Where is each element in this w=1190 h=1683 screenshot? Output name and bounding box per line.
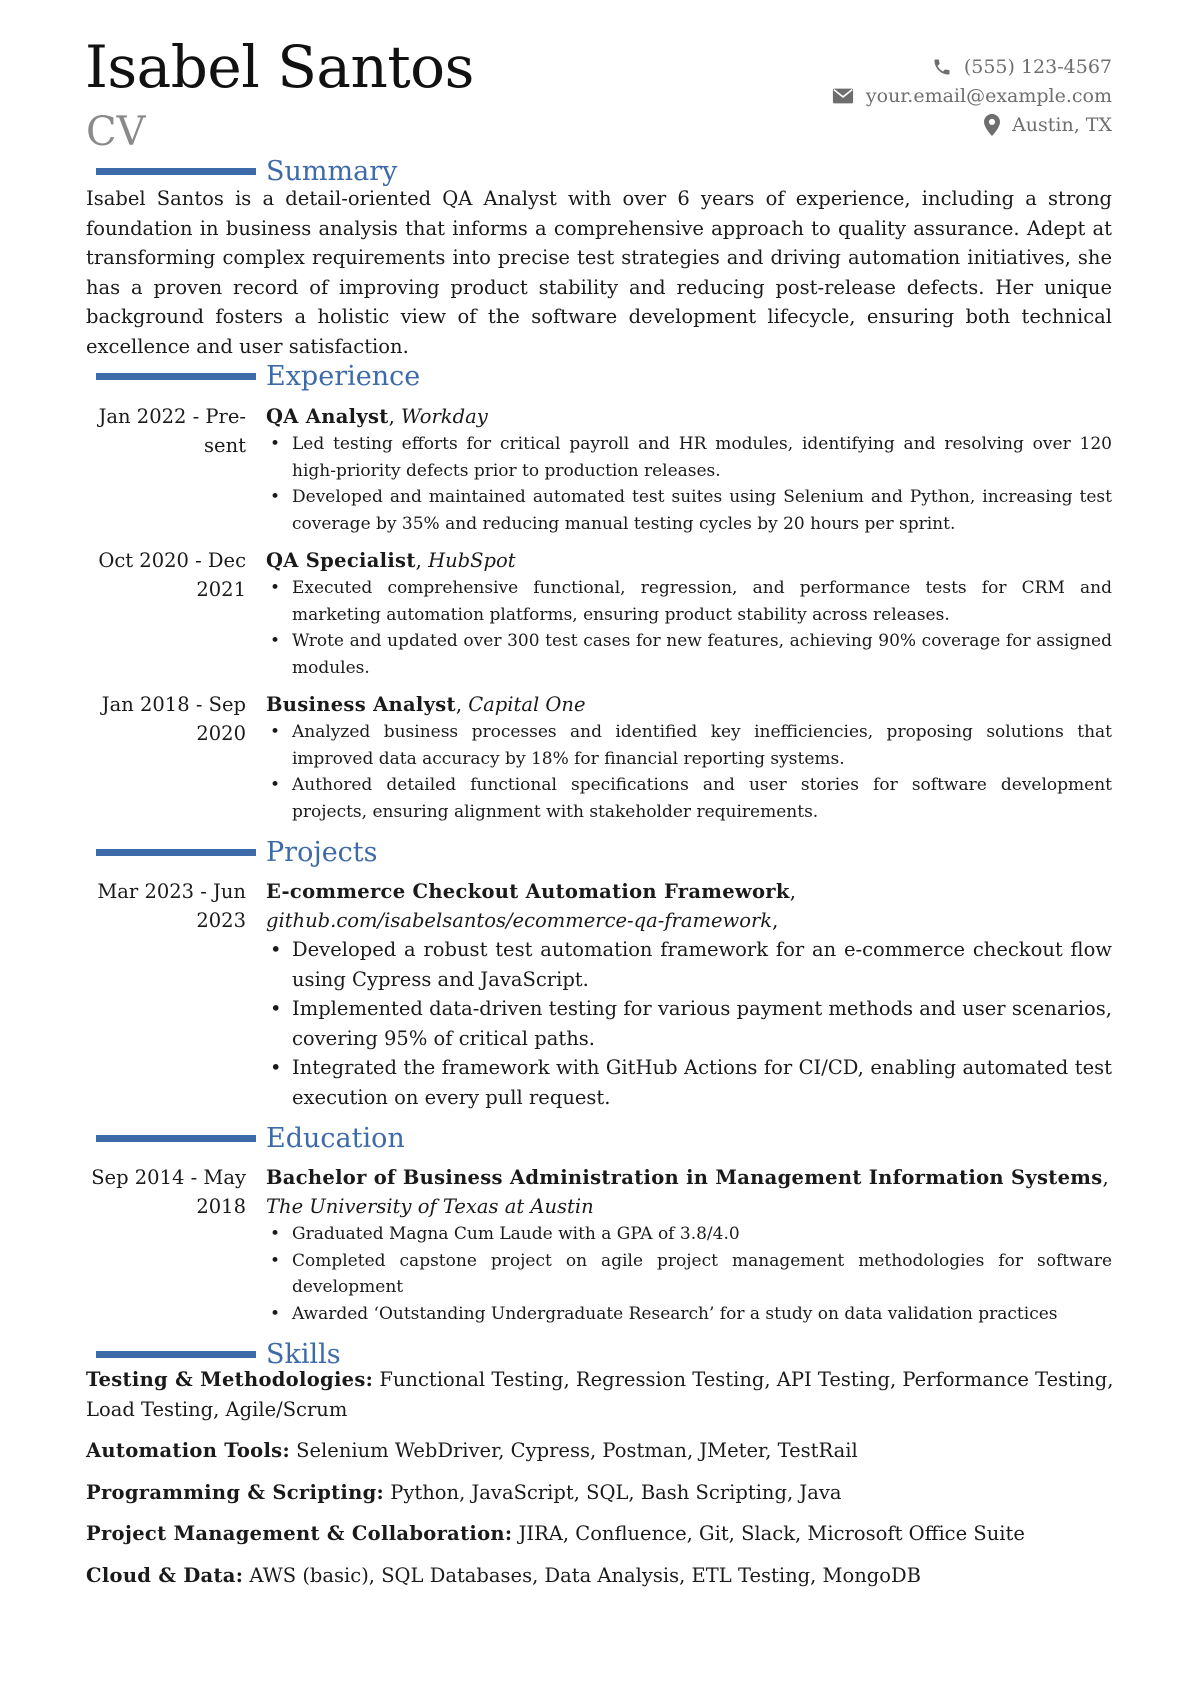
degree-title: Bachelor of Business Administration in Management Information Systems — [266, 1166, 1103, 1189]
skill-label: Programming & Scripting: — [86, 1480, 385, 1504]
role-title: QA Specialist — [266, 549, 416, 572]
entry-title: E-commerce Checkout Automation Framework, github.com/isabelsantos/ecommerce-qa-framework, — [266, 880, 796, 932]
skill-row — [86, 1478, 1116, 1508]
section-accent-bar — [96, 1135, 256, 1142]
entry-body — [266, 690, 1112, 825]
bullet-item: • Executed comprehensive functional, regression, and performance tests for CRM and marketing automation platforms, ensuring product stability across releases. — [266, 575, 1112, 628]
section-accent-bar — [96, 849, 256, 856]
date-line: sent — [204, 434, 246, 457]
bullet-item: • Completed capstone project on agile project management methodologies for software development — [266, 1248, 1112, 1301]
skills-list — [86, 1365, 1116, 1602]
contact-email — [832, 81, 1112, 110]
bullet-item: • Led testing efforts for critical payroll and HR modules, identifying and resolving over 120 high-priority defects prior to production releases. — [266, 431, 1112, 484]
bullet-item: • Wrote and updated over 300 test cases for new features, achieving 90% coverage for assigned modules. — [266, 628, 1112, 681]
section-accent-bar — [96, 1351, 256, 1358]
section-accent-bar — [96, 373, 256, 380]
date-line: Mar 2023 - Jun — [97, 880, 246, 903]
entry-body — [266, 546, 1112, 681]
project-link[interactable]: github.com/isabelsantos/ecommerce-qa-framework — [266, 909, 773, 932]
date-line: 2020 — [196, 722, 246, 745]
person-name: Isabel Santos — [85, 33, 474, 101]
skill-label: Cloud & Data: — [86, 1563, 244, 1587]
skill-label: Project Management & Collaboration: — [86, 1522, 513, 1545]
section-header-projects — [0, 836, 1190, 870]
bullet-item: • Developed a robust test automation framework for an e-commerce checkout flow using Cypress and JavaScript. — [266, 935, 1112, 994]
map-pin-icon — [984, 114, 1000, 136]
entry-date — [86, 546, 246, 604]
bullet-item: • Awarded ‘Outstanding Undergraduate Research’ for a study on data validation practices — [266, 1301, 1112, 1328]
project-title: E-commerce Checkout Automation Framework — [266, 880, 790, 903]
bullet-item: • Developed and maintained automated test suites using Selenium and Python, increasing test coverage by 35% and reducing manual testing cycles by 20 hours per sprint. — [266, 484, 1112, 537]
bullet-list — [266, 1221, 1112, 1327]
entry-date — [86, 402, 246, 460]
skill-label: Testing & Methodologies: — [86, 1368, 374, 1391]
bullet-item: • Graduated Magna Cum Laude with a GPA of 3.8/4.0 — [266, 1221, 1112, 1248]
entry-body — [266, 402, 1112, 537]
entry-title: QA Analyst, Workday — [266, 405, 488, 428]
date-line: 2018 — [196, 1195, 246, 1218]
section-title: Skills — [266, 1339, 341, 1370]
date-line: 2023 — [196, 909, 246, 932]
skill-items: Selenium WebDriver, Cypress, Postman, JMeter, TestRail — [296, 1439, 858, 1462]
location-text: Austin, TX — [1012, 113, 1112, 136]
contact-phone — [832, 52, 1112, 81]
skill-items: JIRA, Confluence, Git, Slack, Microsoft Office Suite — [518, 1522, 1025, 1545]
section-title: Education — [266, 1123, 405, 1154]
company-name: Capital One — [468, 693, 586, 716]
section-accent-bar — [96, 168, 256, 175]
entry-date — [86, 1163, 246, 1221]
company-name: Workday — [400, 405, 488, 428]
school-name: The University of Texas at Austin — [266, 1195, 594, 1218]
section-title: Projects — [266, 837, 378, 868]
bullet-item: • Integrated the framework with GitHub Actions for CI/CD, enabling automated test execution on every pull request. — [266, 1053, 1112, 1112]
entry-date — [86, 877, 246, 935]
skill-items: Functional Testing, Regression Testing, API Testing, Performance Testing, Load Testing, Agile/Scrum — [86, 1368, 1114, 1421]
entry-title: Bachelor of Business Administration in Management Information Systems, — [266, 1166, 1109, 1189]
skill-label: Automation Tools: — [86, 1439, 290, 1462]
bullet-list — [266, 575, 1112, 681]
entry-date — [86, 690, 246, 748]
role-title: QA Analyst — [266, 405, 389, 428]
skill-row — [86, 1365, 1116, 1424]
entry-title: Business Analyst, Capital One — [266, 693, 586, 716]
contact-location — [832, 110, 1112, 139]
skill-row — [86, 1519, 1116, 1549]
entry-body — [266, 1163, 1112, 1327]
section-header-experience — [0, 360, 1190, 394]
bullet-item: • Authored detailed functional specifications and user stories for software development projects, ensuring alignment with stakeholder requirements. — [266, 772, 1112, 825]
date-line: 2021 — [196, 578, 246, 601]
skill-items: Python, JavaScript, SQL, Bash Scripting, Java — [390, 1480, 842, 1504]
entry-subtitle — [266, 1192, 1112, 1221]
document-subtitle: CV — [86, 109, 146, 155]
entry-body — [266, 877, 1112, 1112]
date-line: Sep 2014 - May — [91, 1166, 246, 1189]
bullet-item: • Analyzed business processes and identified key inefficiencies, proposing solutions that improved data accuracy by 18% for financial reporting systems. — [266, 719, 1112, 772]
summary-paragraph: Isabel Santos is a detail-oriented QA Analyst with over 6 years of experience, including a strong foundation in business analysis that informs a comprehensive approach to quality assurance. Adept at transforming complex requirements into precise test strategies and driving automation initiatives, she has a proven record of improving product stability and reducing post-release defects. Her unique background fosters a holistic view of the software development lifecycle, ensuring both technical excellence and user satisfaction. — [86, 187, 1112, 358]
bullet-list — [266, 431, 1112, 537]
skill-row — [86, 1561, 1116, 1591]
bullet-list — [266, 719, 1112, 825]
date-line: Oct 2020 - Dec — [98, 549, 246, 572]
email-link[interactable]: your.email@example.com — [865, 84, 1112, 107]
section-title: Experience — [266, 361, 421, 392]
phone-icon — [932, 57, 952, 77]
skill-row — [86, 1436, 1116, 1466]
envelope-icon — [832, 87, 854, 105]
contact-block — [832, 52, 1112, 139]
bullet-item: • Implemented data-driven testing for various payment methods and user scenarios, covering 95% of critical paths. — [266, 994, 1112, 1053]
phone-text: (555) 123-4567 — [963, 55, 1112, 78]
company-name: HubSpot — [428, 549, 516, 572]
entry-title: QA Specialist, HubSpot — [266, 549, 516, 572]
section-header-education — [0, 1122, 1190, 1156]
skill-items: AWS (basic), SQL Databases, Data Analysis, ETL Testing, MongoDB — [249, 1563, 921, 1587]
bullet-list — [266, 935, 1112, 1112]
date-line: Jan 2018 - Sep — [101, 693, 246, 716]
section-title: Summary — [266, 156, 398, 187]
role-title: Business Analyst — [266, 693, 456, 716]
date-line: Jan 2022 - Pre- — [98, 405, 246, 428]
